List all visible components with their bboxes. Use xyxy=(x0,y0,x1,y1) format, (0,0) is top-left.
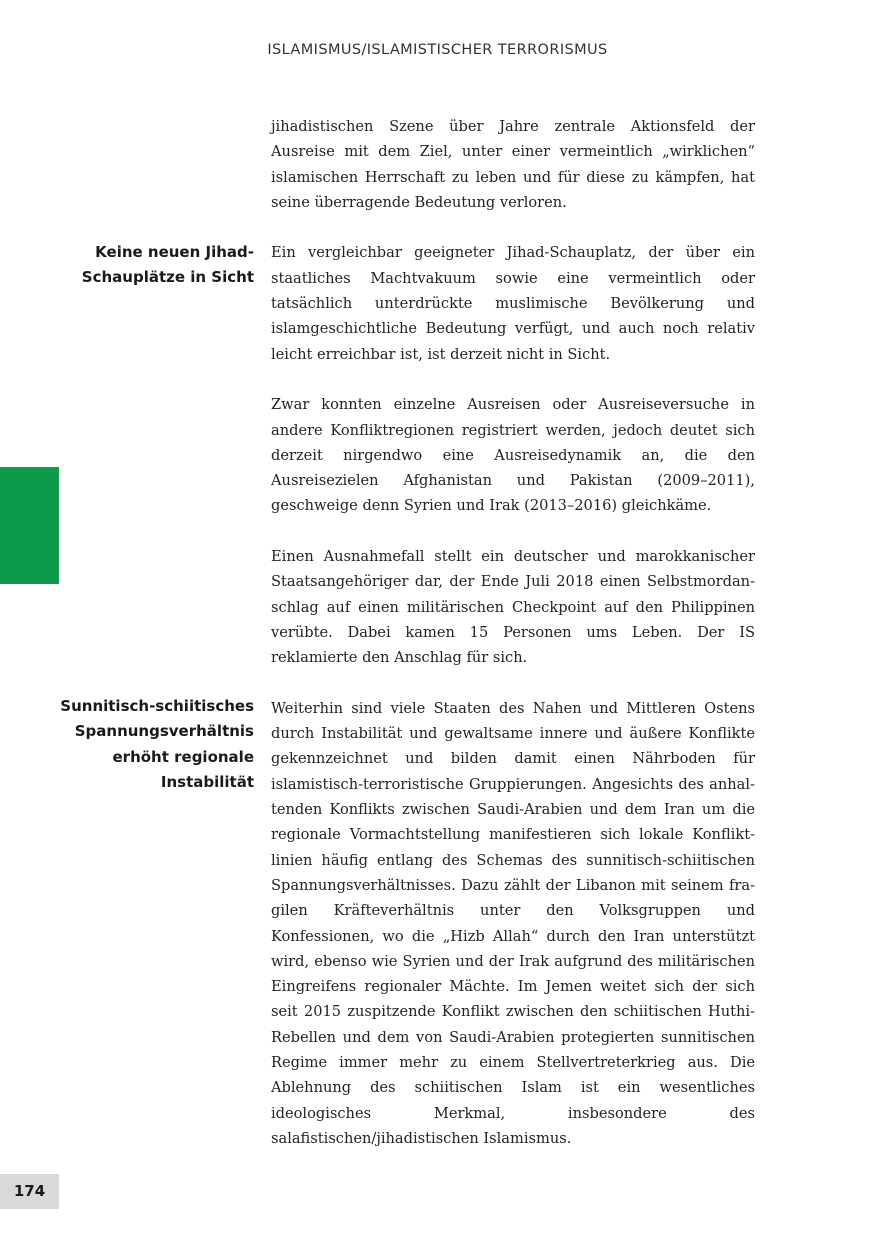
section-color-tab xyxy=(0,467,59,584)
paragraph-2: Ein vergleichbar geeigneter Jihad-Schauplatz, der über ein staatliches Machtvakuum sowie eine vermeintlich oder tatsächlich unterdrückte muslimische Bevölkerung und islamgeschichtliche Bedeutung verfügt, und auch noch relativ leicht erreichbar ist, ist derzeit nicht in Sicht. xyxy=(271,244,755,363)
running-header: ISLAMISMUS/ISLAMISTISCHER TERRORISMUS xyxy=(267,42,608,58)
paragraph-1: jihadistischen Szene über Jahre zentrale Aktionsfeld der Ausreise mit dem Ziel, unter einer vermeintlich „wirklichen“ islamischen Herrschaft zu leben und für diese zu kämpfen, hat seine überragende Bedeutung verloren. xyxy=(271,118,755,211)
page-number: 174 xyxy=(0,1174,59,1209)
paragraph-5: Weiterhin sind viele Staaten des Nahen und Mittleren Ostens durch Instabilität und gewaltsame innere und äußere Konflikte gekennzeichnet und bilden damit einen Nährboden für islamistisch-terroristische Gruppierungen. Angesichts des anhaltenden Konflikts zwischen Saudi-Arabien und dem Iran um die regionale Vormachtstellung manifestieren sich lokale Konfliktlinien häufig entlang des Schemas des sunnitisch-schiitischen Spannungsverhältnisses. Dazu zählt der Libanon mit seinem fragilen Kräfteverhältnis unter den Volksgruppen und Konfessionen, wo die „Hizb Allah“ durch den Iran unterstützt wird, ebenso wie Syrien und der Irak aufgrund des militärischen Eingreifens regionaler Mächte. Im Jemen weitet sich der sich seit 2015 zuspitzende Konflikt zwischen den schiitischen Huthi-Rebellen und dem von Saudi-Arabien protegierten sunnitischen Regime immer mehr zu einem Stellvertreterkrieg aus. Die Ablehnung des schiitischen Islam ist ein wesentliches ideologisches Merkmal, insbesondere des salafistischen/jihadistischen Islamismus. xyxy=(271,699,755,1147)
body-text xyxy=(271,114,755,1176)
margin-note-sunni-shia-tensions: Sunnitisch-schiitisches Spannungsverhältnis erhöht regionale Instabilität xyxy=(60,697,254,791)
paragraph-3: Zwar konnten einzelne Ausreisen oder Ausreiseversuche in andere Konfliktregionen registriert werden, jedoch deutet sich derzeit nirgendwo eine Ausreisedynamik an, die den Ausreisezielen Afghanistan und Pakistan (2009–2011), geschweige denn Syrien und Irak (2013–2016) gleichkäme. xyxy=(271,396,755,515)
paragraph-4: Einen Ausnahmefall stellt ein deutscher und marokkanischer Staatsangehöriger dar, der Ende Juli 2018 einen Selbstmordanschlag auf einen militärischen Checkpoint auf den Philippinen verübte. Dabei kamen 15 Personen ums Leben. Der IS reklamierte den Anschlag für sich. xyxy=(271,548,755,667)
margin-note-no-new-jihad-theaters: Keine neuen Jihad- Schauplätze in Sicht xyxy=(81,243,254,287)
